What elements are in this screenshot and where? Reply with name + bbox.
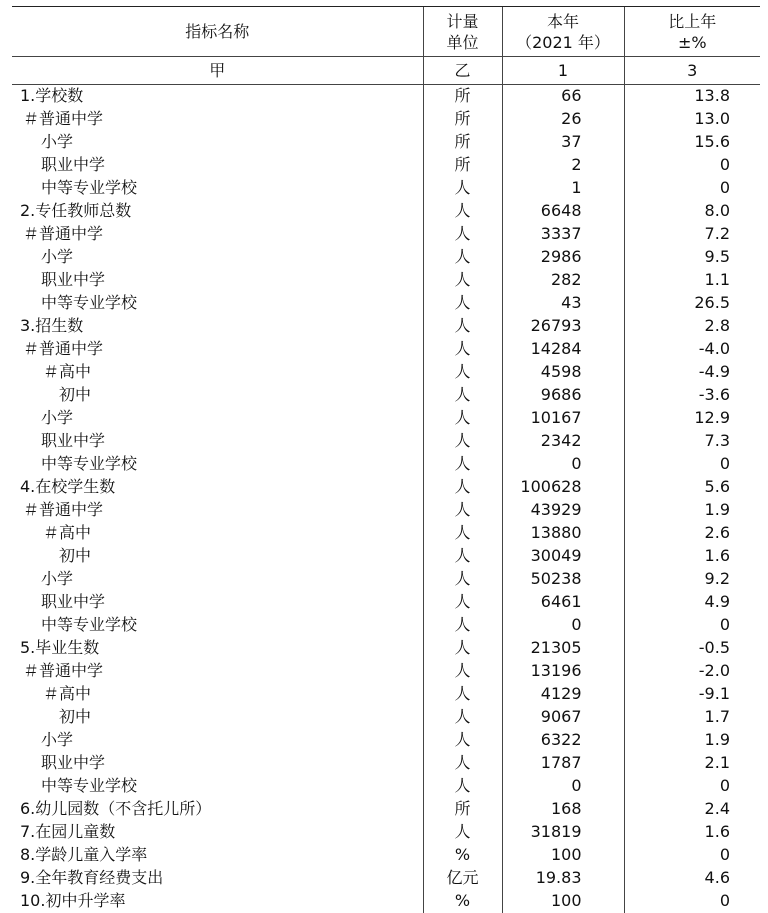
table-body bbox=[12, 85, 760, 913]
table-row bbox=[12, 660, 760, 683]
current-value-cell: 6322 bbox=[502, 729, 624, 752]
current-value-cell: 26793 bbox=[502, 315, 624, 338]
table-row bbox=[12, 85, 760, 108]
unit-cell: 所 bbox=[423, 108, 502, 131]
table-row bbox=[12, 775, 760, 798]
unit-cell: 人 bbox=[423, 407, 502, 430]
table-row bbox=[12, 568, 760, 591]
unit-cell: 人 bbox=[423, 200, 502, 223]
education-statistics-table bbox=[12, 6, 760, 913]
indicator-name-cell: 7.在园儿童数 bbox=[20, 822, 116, 841]
change-percent-cell: 2.1 bbox=[624, 752, 760, 775]
unit-cell: 人 bbox=[423, 683, 502, 706]
table-row bbox=[12, 246, 760, 269]
indicator-name-cell: 初中 bbox=[59, 707, 92, 726]
header-unit-line-2: 单位 bbox=[446, 32, 479, 52]
table-row bbox=[12, 269, 760, 292]
unit-cell: 所 bbox=[423, 798, 502, 821]
change-percent-cell: 1.1 bbox=[624, 269, 760, 292]
table-row bbox=[12, 867, 760, 890]
current-value-cell: 50238 bbox=[502, 568, 624, 591]
change-percent-cell: 1.9 bbox=[624, 729, 760, 752]
unit-cell: 人 bbox=[423, 361, 502, 384]
table-row bbox=[12, 821, 760, 844]
current-value-cell: 13196 bbox=[502, 660, 624, 683]
change-percent-cell: 0 bbox=[624, 614, 760, 637]
change-percent-cell: 0 bbox=[624, 154, 760, 177]
unit-cell: 人 bbox=[423, 246, 502, 269]
change-percent-cell: 5.6 bbox=[624, 476, 760, 499]
unit-cell: 亿元 bbox=[423, 867, 502, 890]
indicator-name-cell: 小学 bbox=[41, 247, 74, 266]
change-percent-cell: 15.6 bbox=[624, 131, 760, 154]
change-percent-cell: 1.9 bbox=[624, 499, 760, 522]
current-value-cell: 19.83 bbox=[502, 867, 624, 890]
current-value-cell: 21305 bbox=[502, 637, 624, 660]
change-percent-cell: 7.3 bbox=[624, 430, 760, 453]
change-percent-cell: 13.8 bbox=[624, 85, 760, 108]
indicator-name-cell: ＃普通中学 bbox=[23, 661, 104, 680]
indicator-name-cell: 1.学校数 bbox=[20, 86, 84, 106]
current-value-cell: 3337 bbox=[502, 223, 624, 246]
table-row bbox=[12, 890, 760, 913]
unit-cell: 人 bbox=[423, 338, 502, 361]
change-percent-cell: -4.9 bbox=[624, 361, 760, 384]
indicator-name-cell: ＃普通中学 bbox=[23, 339, 104, 358]
header-row bbox=[12, 7, 760, 57]
change-percent-cell: -4.0 bbox=[624, 338, 760, 361]
table-row bbox=[12, 614, 760, 637]
unit-cell: 人 bbox=[423, 384, 502, 407]
current-value-cell: 168 bbox=[502, 798, 624, 821]
indicator-name-cell: 中等专业学校 bbox=[41, 178, 138, 197]
table-row bbox=[12, 430, 760, 453]
current-value-cell: 2342 bbox=[502, 430, 624, 453]
current-value-cell: 43929 bbox=[502, 499, 624, 522]
change-percent-cell: 4.6 bbox=[624, 867, 760, 890]
table-row bbox=[12, 545, 760, 568]
current-value-cell: 4598 bbox=[502, 361, 624, 384]
indicator-name-cell: 2.专任教师总数 bbox=[20, 201, 132, 220]
change-percent-cell: 1.6 bbox=[624, 821, 760, 844]
change-percent-cell: -9.1 bbox=[624, 683, 760, 706]
unit-cell: 人 bbox=[423, 821, 502, 844]
table-row bbox=[12, 453, 760, 476]
current-value-cell: 2986 bbox=[502, 246, 624, 269]
current-value-cell: 14284 bbox=[502, 338, 624, 361]
table-row bbox=[12, 338, 760, 361]
change-percent-cell: 0 bbox=[624, 453, 760, 476]
current-value-cell: 9686 bbox=[502, 384, 624, 407]
table-row bbox=[12, 683, 760, 706]
indicator-name-cell: 中等专业学校 bbox=[41, 293, 138, 312]
current-value-cell: 282 bbox=[502, 269, 624, 292]
current-value-cell: 100 bbox=[502, 890, 624, 913]
indicator-name-cell: 小学 bbox=[41, 132, 74, 151]
unit-cell: 人 bbox=[423, 223, 502, 246]
table-row bbox=[12, 223, 760, 246]
current-value-cell: 37 bbox=[502, 131, 624, 154]
current-value-cell: 2 bbox=[502, 154, 624, 177]
indicator-name-cell: 5.毕业生数 bbox=[20, 638, 100, 657]
header-unit bbox=[423, 7, 502, 57]
indicator-name-cell: ＃高中 bbox=[43, 684, 92, 703]
change-percent-cell: 2.6 bbox=[624, 522, 760, 545]
column-code-row bbox=[12, 57, 760, 85]
unit-cell: % bbox=[423, 844, 502, 867]
indicator-name-cell: 8.学龄儿童入学率 bbox=[20, 845, 148, 864]
change-percent-cell: 2.4 bbox=[624, 798, 760, 821]
indicator-name-cell: 职业中学 bbox=[41, 431, 106, 450]
table-row bbox=[12, 361, 760, 384]
code-unit: 乙 bbox=[423, 57, 502, 85]
indicator-name-cell: 职业中学 bbox=[41, 592, 106, 611]
unit-cell: 人 bbox=[423, 177, 502, 200]
indicator-name-cell: 职业中学 bbox=[41, 155, 106, 174]
change-percent-cell: 4.9 bbox=[624, 591, 760, 614]
indicator-name-cell: 职业中学 bbox=[41, 270, 106, 289]
indicator-name-cell: ＃普通中学 bbox=[23, 109, 104, 128]
indicator-name-cell: 小学 bbox=[41, 408, 74, 427]
unit-cell: 人 bbox=[423, 614, 502, 637]
change-percent-cell: -2.0 bbox=[624, 660, 760, 683]
table-row bbox=[12, 522, 760, 545]
change-percent-cell: 9.2 bbox=[624, 568, 760, 591]
unit-cell: 人 bbox=[423, 775, 502, 798]
unit-cell: 所 bbox=[423, 131, 502, 154]
change-percent-cell: -0.5 bbox=[624, 637, 760, 660]
header-current-year bbox=[502, 7, 624, 57]
unit-cell: 人 bbox=[423, 453, 502, 476]
table-row bbox=[12, 844, 760, 867]
current-value-cell: 6461 bbox=[502, 591, 624, 614]
unit-cell: 人 bbox=[423, 568, 502, 591]
indicator-name-cell: 中等专业学校 bbox=[41, 776, 138, 795]
change-percent-cell: 0 bbox=[624, 844, 760, 867]
table-row bbox=[12, 177, 760, 200]
unit-cell: 人 bbox=[423, 269, 502, 292]
unit-cell: 人 bbox=[423, 476, 502, 499]
indicator-name-cell: 小学 bbox=[41, 569, 74, 588]
table-row bbox=[12, 729, 760, 752]
current-value-cell: 13880 bbox=[502, 522, 624, 545]
header-change-line-1: 比上年 bbox=[668, 11, 717, 31]
unit-cell: 所 bbox=[423, 154, 502, 177]
current-value-cell: 43 bbox=[502, 292, 624, 315]
indicator-name-cell: ＃高中 bbox=[43, 523, 92, 542]
table-row bbox=[12, 315, 760, 338]
code-change: 3 bbox=[624, 57, 760, 85]
change-percent-cell: 8.0 bbox=[624, 200, 760, 223]
unit-cell: 所 bbox=[423, 85, 502, 108]
code-name: 甲 bbox=[12, 57, 423, 85]
current-value-cell: 4129 bbox=[502, 683, 624, 706]
indicator-name-cell: 中等专业学校 bbox=[41, 454, 138, 473]
current-value-cell: 31819 bbox=[502, 821, 624, 844]
indicator-name-cell: 3.招生数 bbox=[20, 316, 84, 335]
current-value-cell: 1787 bbox=[502, 752, 624, 775]
table-row bbox=[12, 108, 760, 131]
indicator-name-cell: 中等专业学校 bbox=[41, 615, 138, 634]
indicator-name-cell: ＃高中 bbox=[43, 362, 92, 381]
indicator-name-cell: ＃普通中学 bbox=[23, 500, 104, 519]
current-value-cell: 6648 bbox=[502, 200, 624, 223]
change-percent-cell: 0 bbox=[624, 177, 760, 200]
current-value-cell: 9067 bbox=[502, 706, 624, 729]
current-value-cell: 100628 bbox=[502, 476, 624, 499]
unit-cell: % bbox=[423, 890, 502, 913]
table-row bbox=[12, 200, 760, 223]
table-row bbox=[12, 637, 760, 660]
indicator-name-cell: 小学 bbox=[41, 730, 74, 749]
unit-cell: 人 bbox=[423, 591, 502, 614]
table-row bbox=[12, 798, 760, 821]
change-percent-cell: 9.5 bbox=[624, 246, 760, 269]
change-percent-cell: 1.6 bbox=[624, 545, 760, 568]
indicator-name-cell: 初中 bbox=[59, 385, 92, 404]
current-value-cell: 100 bbox=[502, 844, 624, 867]
indicator-name-cell: 4.在校学生数 bbox=[20, 477, 116, 496]
change-percent-cell: 0 bbox=[624, 890, 760, 913]
current-value-cell: 0 bbox=[502, 775, 624, 798]
header-unit-line-1: 计量 bbox=[446, 11, 479, 31]
change-percent-cell: 0 bbox=[624, 775, 760, 798]
current-value-cell: 0 bbox=[502, 614, 624, 637]
change-percent-cell: 13.0 bbox=[624, 108, 760, 131]
unit-cell: 人 bbox=[423, 706, 502, 729]
table-row bbox=[12, 476, 760, 499]
unit-cell: 人 bbox=[423, 637, 502, 660]
unit-cell: 人 bbox=[423, 315, 502, 338]
unit-cell: 人 bbox=[423, 660, 502, 683]
indicator-name-cell: 职业中学 bbox=[41, 753, 106, 772]
current-value-cell: 30049 bbox=[502, 545, 624, 568]
indicator-name-cell: 10.初中升学率 bbox=[20, 891, 126, 910]
unit-cell: 人 bbox=[423, 729, 502, 752]
indicator-name-cell: 6.幼儿园数（不含托儿所） bbox=[20, 799, 212, 818]
table-row bbox=[12, 752, 760, 775]
code-current: 1 bbox=[502, 57, 624, 85]
change-percent-cell: 26.5 bbox=[624, 292, 760, 315]
unit-cell: 人 bbox=[423, 752, 502, 775]
current-value-cell: 0 bbox=[502, 453, 624, 476]
header-change bbox=[624, 7, 760, 57]
unit-cell: 人 bbox=[423, 292, 502, 315]
header-current-line-2: （2021 年） bbox=[516, 32, 610, 52]
header-change-line-2: ±% bbox=[677, 32, 707, 52]
current-value-cell: 66 bbox=[502, 85, 624, 108]
current-value-cell: 1 bbox=[502, 177, 624, 200]
table-row bbox=[12, 292, 760, 315]
table-row bbox=[12, 591, 760, 614]
indicator-name-cell: ＃普通中学 bbox=[23, 224, 104, 243]
table-row bbox=[12, 407, 760, 430]
change-percent-cell: -3.6 bbox=[624, 384, 760, 407]
header-indicator-name: 指标名称 bbox=[12, 7, 423, 57]
unit-cell: 人 bbox=[423, 545, 502, 568]
current-value-cell: 10167 bbox=[502, 407, 624, 430]
table-row bbox=[12, 131, 760, 154]
unit-cell: 人 bbox=[423, 499, 502, 522]
table-row bbox=[12, 706, 760, 729]
current-value-cell: 26 bbox=[502, 108, 624, 131]
indicator-name-cell: 初中 bbox=[59, 546, 92, 565]
header-current-line-1: 本年 bbox=[546, 11, 579, 31]
table-row bbox=[12, 499, 760, 522]
table-row bbox=[12, 154, 760, 177]
unit-cell: 人 bbox=[423, 430, 502, 453]
indicator-name-cell: 9.全年教育经费支出 bbox=[20, 868, 164, 887]
change-percent-cell: 1.7 bbox=[624, 706, 760, 729]
unit-cell: 人 bbox=[423, 522, 502, 545]
table-row bbox=[12, 384, 760, 407]
change-percent-cell: 2.8 bbox=[624, 315, 760, 338]
change-percent-cell: 12.9 bbox=[624, 407, 760, 430]
change-percent-cell: 7.2 bbox=[624, 223, 760, 246]
